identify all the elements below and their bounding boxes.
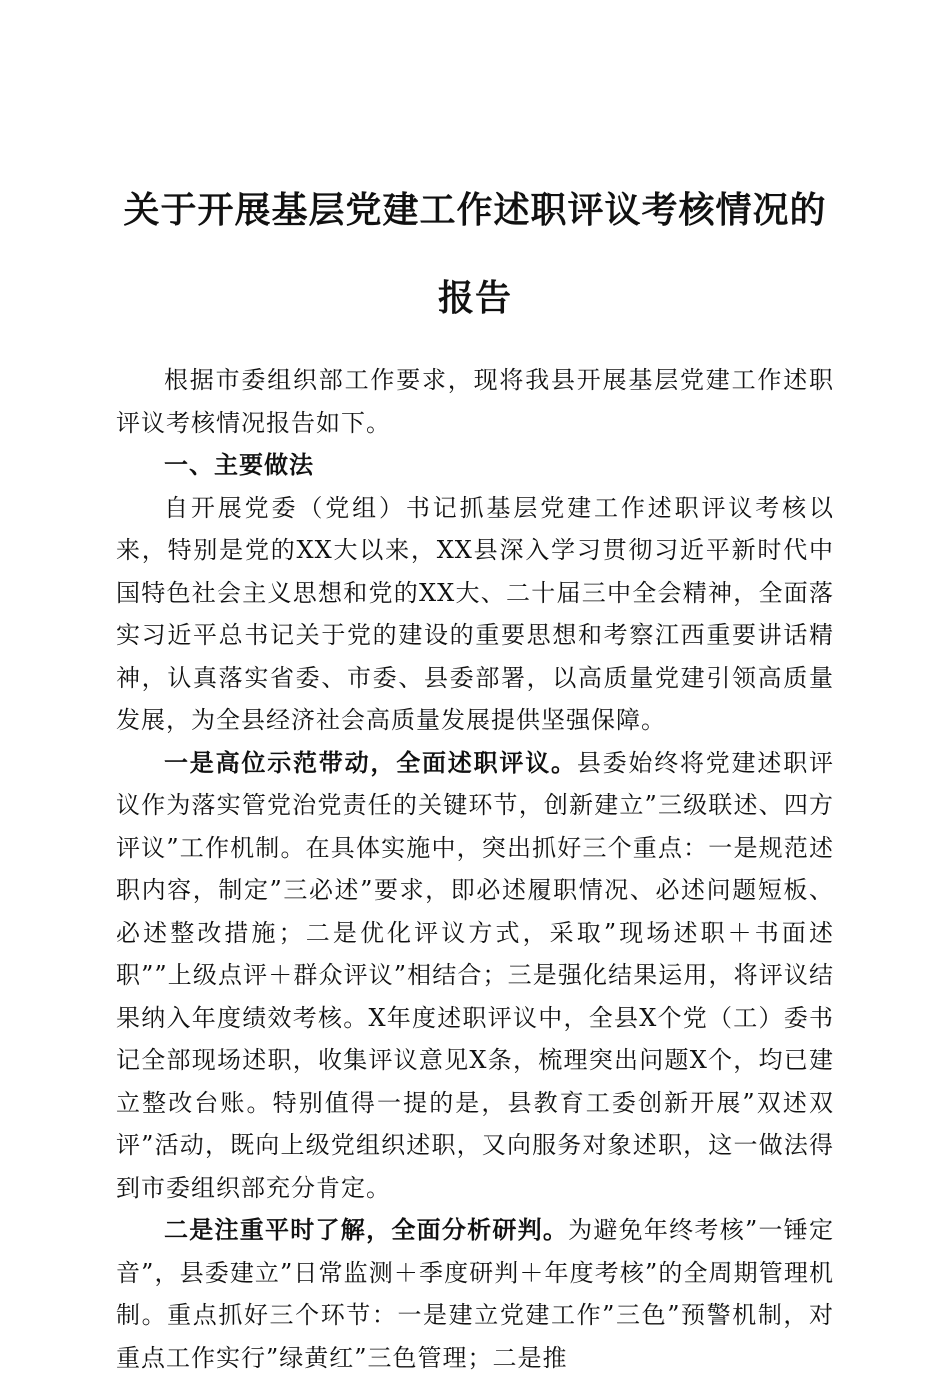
point-paragraph-1	[116, 742, 834, 1210]
point-lead-1: 一是高位示范带动，全面述职评议。	[164, 747, 577, 777]
point-text-2: 为避免年终考核”一锤定音”，县委建立”日常监测＋季度研判＋年度考核”的全周期管理机制。重点抓好三个环节：一是建立党建工作”三色”预警机制，对重点工作实行”绿黄红”三色管理；二是推	[116, 1216, 834, 1372]
point-lead-2: 二是注重平时了解，全面分析研判。	[164, 1215, 569, 1244]
document-body	[116, 359, 834, 1379]
point-paragraph-2	[116, 1209, 834, 1379]
document-title: 关于开展基层党建工作述职评议考核情况的报告	[123, 189, 827, 319]
intro-paragraph: 根据市委组织部工作要求，现将我县开展基层党建工作述职评议考核情况报告如下。	[116, 366, 834, 437]
section-heading-main-practices: 一、主要做法	[164, 450, 314, 479]
section-paragraph: 自开展党委（党组）书记抓基层党建工作述职评议考核以来，特别是党的XX大以来，XX县深入学习贯彻习近平新时代中国特色社会主义思想和党的XX大、二十届三中全会精神，全面落实习近平总书记关于党的建设的重要思想和考察江西重要讲话精神，认真落实省委、市委、县委部署，以高质量党建引领高质量发展，为全县经济社会高质量发展提供坚强保障。	[116, 493, 834, 734]
point-text-1: 县委始终将党建述职评议作为落实管党治党责任的关键环节，创新建立”三级联述、四方评议”工作机制。在具体实施中，突出抓好三个重点：一是规范述职内容，制定”三必述”要求，即必述履职情况、必述问题短板、必述整改措施；二是优化评议方式，采取”现场述职＋书面述职””上级点评＋群众评议”相结合；三是强化结果运用，将评议结果纳入年度绩效考核。X年度述职评议中，全县X个党（工）委书记全部现场述职，收集评议意见X条，梳理突出问题X个，均已建立整改台账。特别值得一提的是，县教育工委创新开展”双述双评”活动，既向上级党组织述职，又向服务对象述职，这一做法得到市委组织部充分肯定。	[116, 748, 835, 1202]
